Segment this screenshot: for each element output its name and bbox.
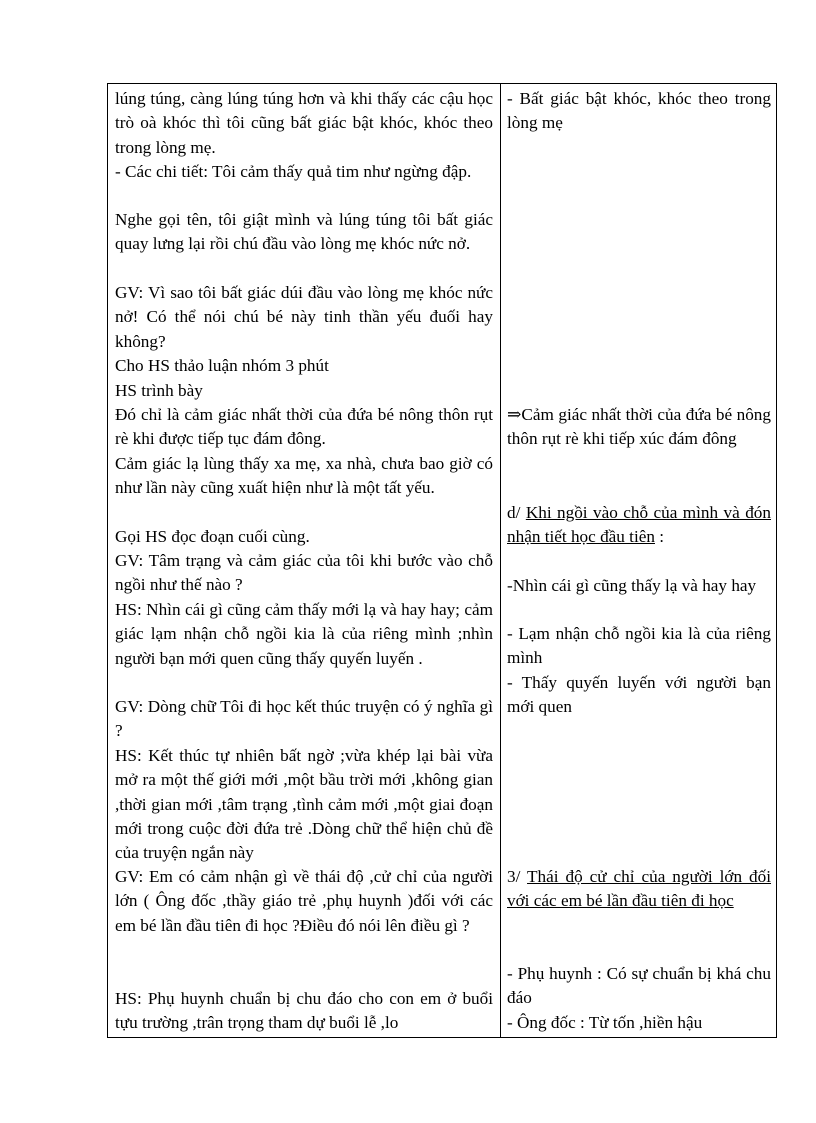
heading-title: Thái độ cử chỉ của người lớn đối với các em bé lần đầu tiên đi học (507, 867, 772, 911)
right-paragraph: ⇒Cảm giác nhất thời của đứa bé nông thôn rụt rè khi tiếp xúc đám đông (507, 405, 771, 449)
heading-prefix: d/ (507, 503, 526, 522)
left-paragraph: Đó chỉ là cảm giác nhất thời của đứa bé nông thôn rụt rè khi được tiếp tục đám đông. (115, 405, 493, 449)
right-paragraph: -Nhìn cái gì cũng thấy lạ và hay hay (507, 576, 757, 595)
left-paragraph: - Các chi tiết: Tôi cảm thấy quả tim như ngừng đập. (115, 162, 472, 181)
left-paragraph: GV: Dòng chữ Tôi đi học kết thúc truyện có ý nghĩa gì ? (115, 697, 493, 741)
teacher-student-activity-column (108, 84, 501, 1037)
left-paragraph: Nghe gọi tên, tôi giật mình và lúng túng tôi bất giác quay lưng lại rồi chú đầu vào lòng mẹ khóc nức nở. (115, 210, 493, 254)
right-paragraph: - Bất giác bật khóc, khóc theo trong lòng mẹ (507, 89, 771, 133)
left-paragraph: HS trình bày (115, 381, 203, 400)
content-summary-column (501, 84, 777, 1037)
left-paragraph: Cho HS thảo luận nhóm 3 phút (115, 356, 329, 375)
right-paragraph: - Thấy quyến luyến với người bạn mới quen (507, 673, 771, 717)
left-paragraph: Gọi HS đọc đoạn cuối cùng. (115, 527, 310, 546)
section-heading-3 (507, 865, 771, 914)
left-paragraph: GV: Em có cảm nhận gì về thái độ ,cử chỉ của người lớn ( Ông đốc ,thầy giáo trẻ ,phụ huynh )đối với các em bé lần đầu tiên đi học ?Điều đó nói lên điều gì ? (115, 867, 493, 935)
left-paragraph: GV: Vì sao tôi bất giác dúi đầu vào lòng mẹ khóc nức nở! Có thể nói chú bé này tinh thần yếu đuối hay không? (115, 283, 493, 351)
heading-suffix: : (654, 527, 665, 547)
heading-title: Khi ngồi vào chỗ của mình và đón nhận tiết học đầu tiên (507, 503, 771, 547)
section-heading-d (507, 501, 771, 550)
left-paragraph: Cảm giác lạ lùng thấy xa mẹ, xa nhà, chưa bao giờ có như lần này cũng xuất hiện như là một tất yếu. (115, 454, 493, 498)
left-paragraph: lúng túng, càng lúng túng hơn và khi thấy các cậu học trò oà khóc thì tôi cũng bất giác bật khóc, khóc theo trong lòng mẹ. (115, 89, 493, 157)
right-paragraph: - Ông đốc : Từ tốn ,hiền hậu (507, 1013, 703, 1032)
left-paragraph: HS: Kết thúc tự nhiên bất ngờ ;vừa khép lại bài vừa mở ra một thế giới mới ,một bầu trời mới ,không gian ,thời gian mới ,tâm trạng ,tình cảm mới ,một giai đoạn mới trong cuộc đời đứa trẻ .Dòng chữ thể hiện chủ đề của truyện ngắn này (115, 746, 493, 863)
lesson-table (107, 83, 777, 1038)
left-paragraph: GV: Tâm trạng và cảm giác của tôi khi bước vào chỗ ngồi như thế nào ? (115, 551, 493, 595)
heading-prefix: 3/ (507, 867, 528, 886)
right-paragraph: - Lạm nhận chỗ ngồi kia là của riêng mình (507, 624, 771, 668)
left-paragraph: HS: Nhìn cái gì cũng cảm thấy mới lạ và hay hay; cảm giác lạm nhận chỗ ngồi kia là của riêng mình ;nhìn người bạn mới quen cũng thấy quyến luyến . (115, 600, 493, 668)
left-paragraph: HS: Phụ huynh chuẩn bị chu đáo cho con em ở buổi tựu trường ,trân trọng tham dự buổi lễ ,lo (115, 989, 493, 1033)
right-paragraph: - Phụ huynh : Có sự chuẩn bị khá chu đáo (507, 964, 771, 1008)
